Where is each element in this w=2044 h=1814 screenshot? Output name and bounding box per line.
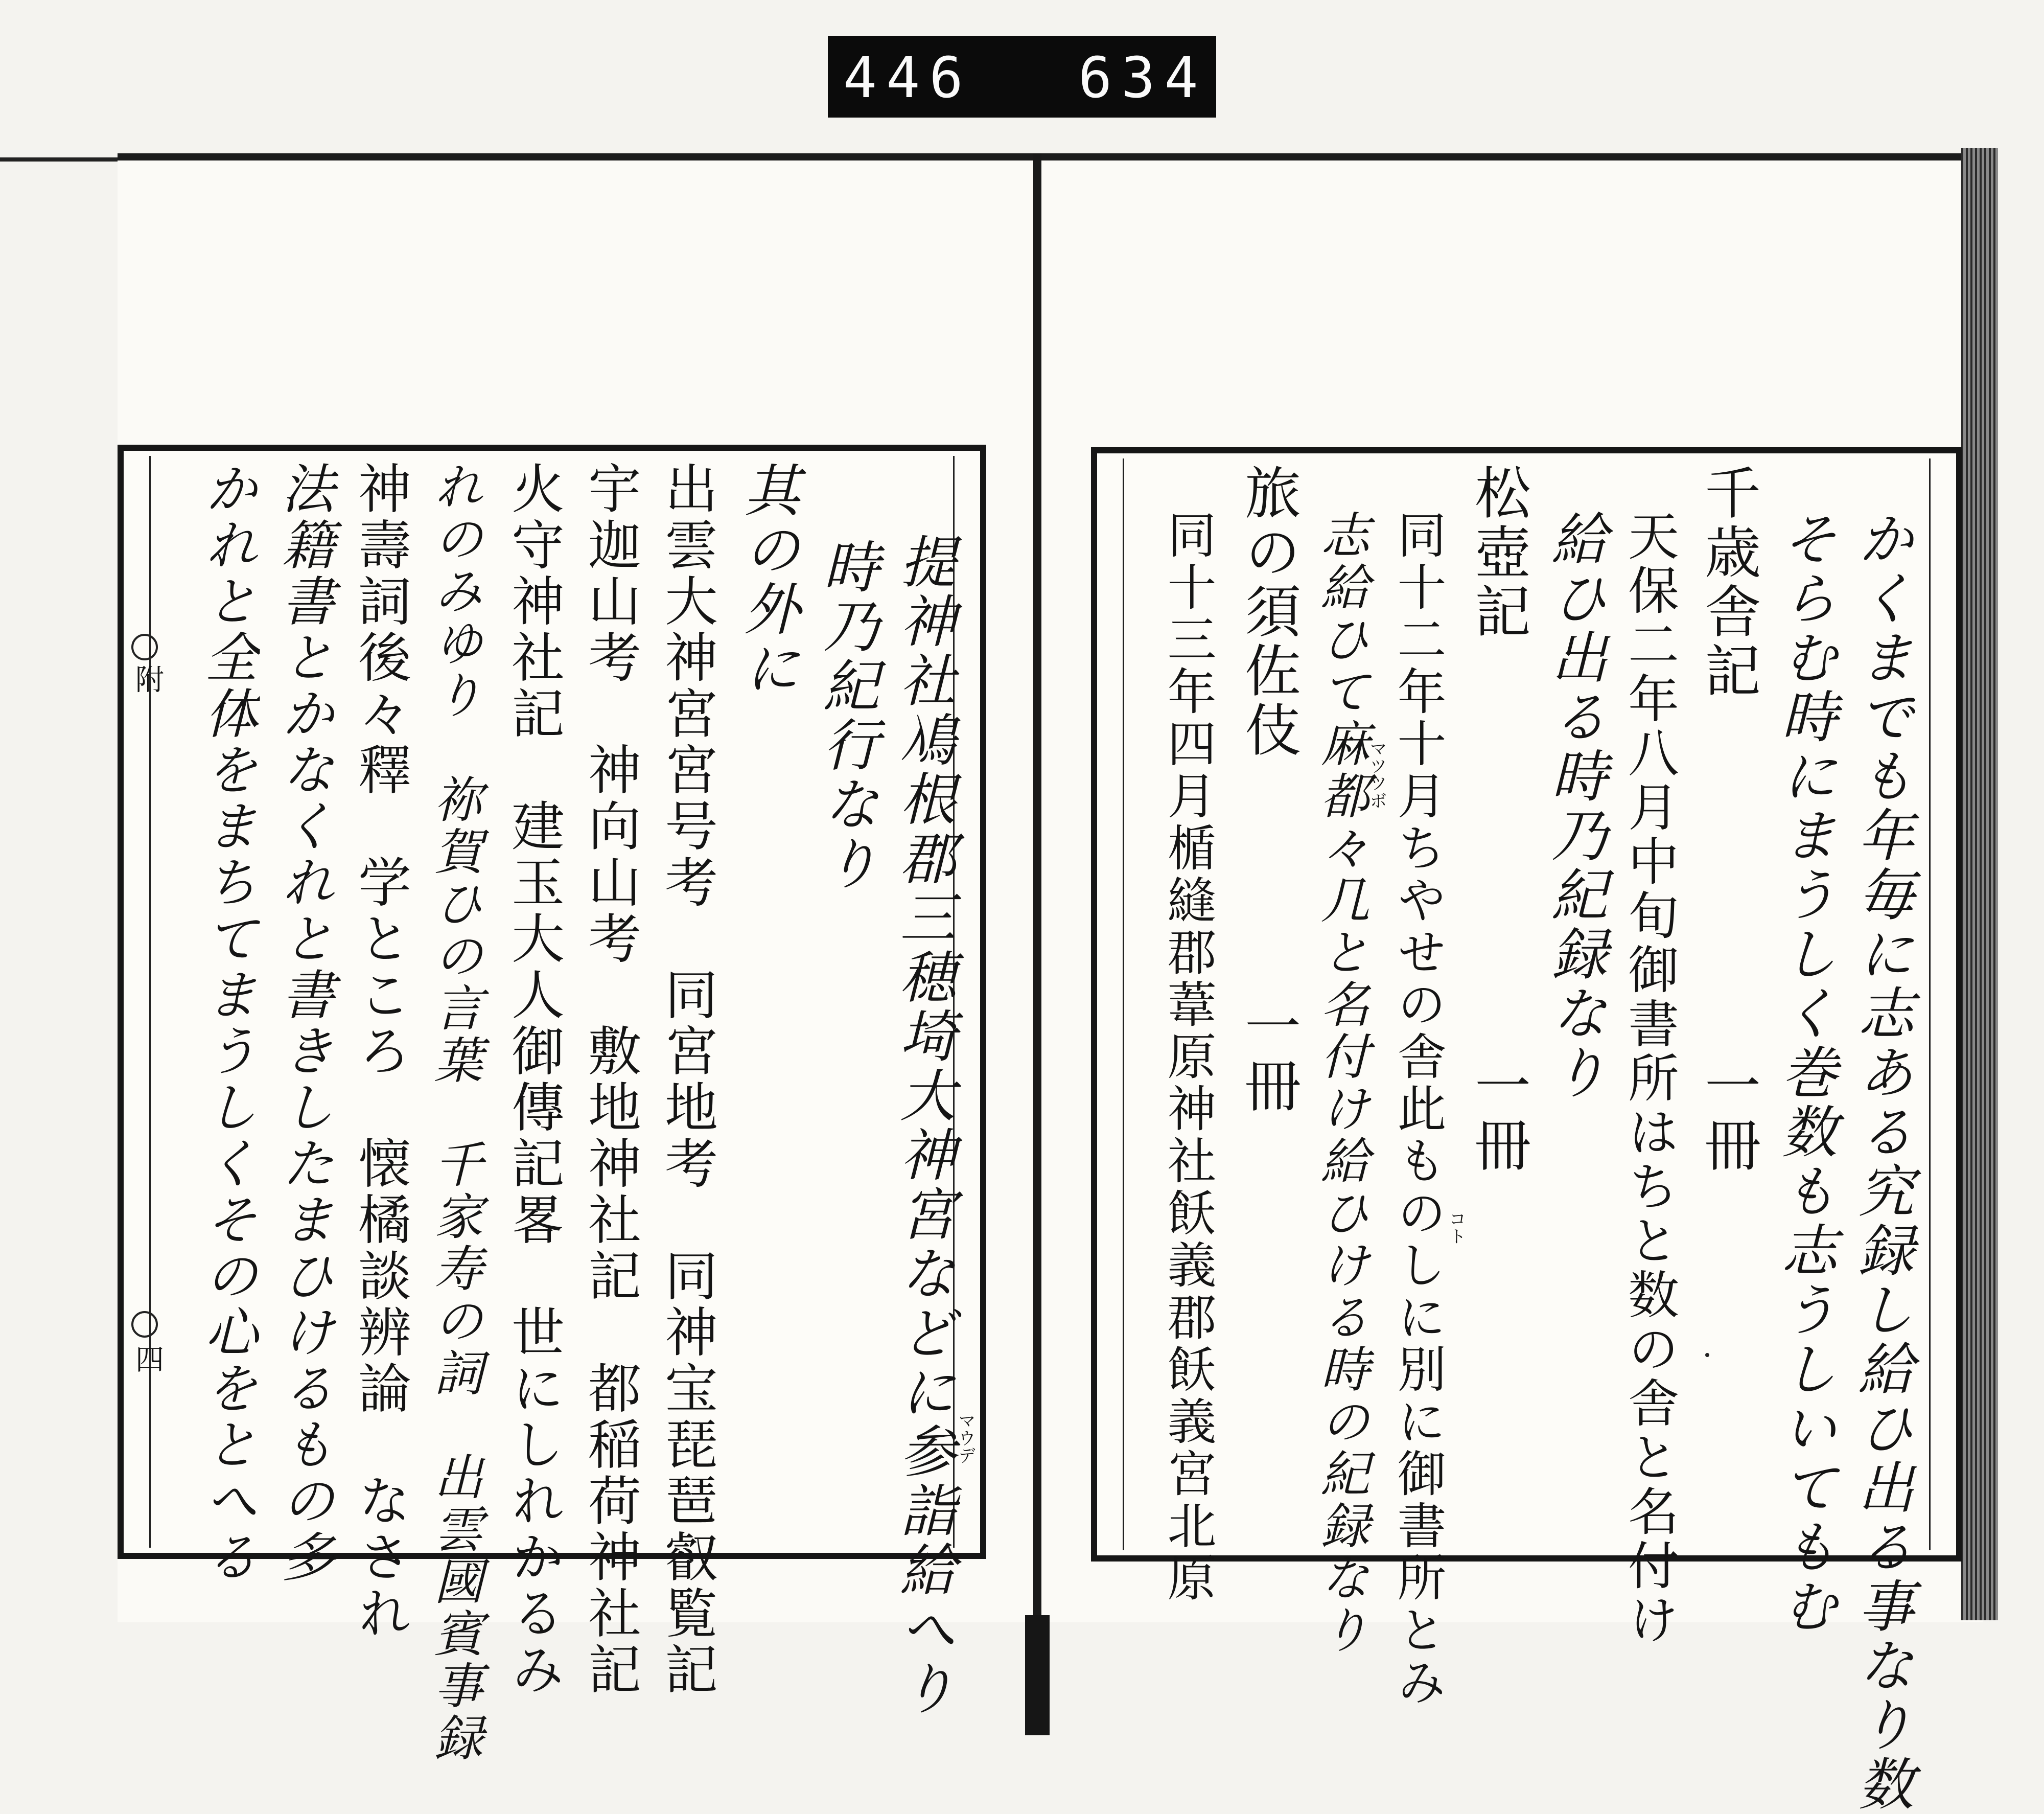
right-col-6: 松壺記 一冊	[1466, 464, 1531, 1175]
frame-number-left: 446	[843, 45, 972, 110]
right-col-7: 同十二年十月ちやせの舎此ものしに別に御書所とみ	[1389, 510, 1447, 1709]
fold-circle-bottom	[131, 1311, 158, 1338]
fold-mark: 附	[131, 664, 164, 693]
binding-thread	[1025, 1615, 1050, 1735]
ruby-maude: マウデ	[955, 1412, 975, 1464]
left-col-1: 提神社鳰根郡三穂埼大神宮などに参詣給へり	[891, 533, 956, 1718]
right-col-5: 給ひ出る時乃紀録なり	[1542, 510, 1608, 1103]
right-col-9: 旅の須佐伎 一冊	[1236, 464, 1301, 1116]
fold-circle-top	[131, 634, 158, 660]
folio-number: 四	[131, 1344, 164, 1373]
right-col-8: 志給ひて麻都々几と名付け給ひける時の紀録なり	[1313, 510, 1370, 1657]
right-col-4: 天保二年八月中旬御書所はちと数の舎と名付け	[1619, 510, 1679, 1647]
left-col-10: かれと全体をまちてまうしくその心をとへる	[196, 461, 258, 1586]
page-edge	[1961, 148, 1998, 1620]
top-rule	[0, 157, 123, 162]
left-col-2: 時乃紀行なり	[814, 538, 879, 893]
left-col-5: 宇迦山考 神向山考 敷地神社記 都稲荷神社記	[579, 461, 641, 1698]
frame-number-label	[828, 36, 1216, 118]
right-col-3: 千歳舎記 一冊	[1695, 464, 1761, 1175]
right-page-panel	[1091, 447, 1962, 1814]
left-col-7: れのみゆり 祢賀ひの言葉 千家寿の詞 出雲國賓事録	[426, 461, 483, 1764]
ink-dot	[1705, 1353, 1709, 1357]
frame-number-right: 634	[1078, 45, 1207, 110]
right-col-10: 同十三年四月楯縫郡葦原神社飫義郡飫義宮北原	[1159, 510, 1217, 1604]
gutter	[1033, 153, 1041, 1735]
ruby-koto: コト	[1446, 1210, 1466, 1245]
left-col-4: 出雲大神宮宮号考 同宮地考 同神宝琵琶叡覧記	[656, 461, 718, 1698]
ruby-matsutsuki: マツツボ	[1366, 740, 1387, 809]
left-col-3: 其の外に	[735, 461, 800, 698]
right-col-2: そらむ時にまうしく巻数も志うしいてもむ	[1772, 510, 1838, 1636]
left-col-8: 神壽詞後々釋 学ところ 懐橘談辨論 なされ	[349, 461, 411, 1642]
right-col-1: かくまでも年毎に志ある究録し給ひ出る事なり数	[1849, 510, 1914, 1814]
left-col-6: 火守神社記 建玉大人御傳記畧 世にしれかるみ	[502, 461, 565, 1698]
left-col-9: 法籍書とかなくれと書きしたまひけるもの多	[272, 461, 335, 1586]
left-page-panel	[118, 445, 986, 1764]
